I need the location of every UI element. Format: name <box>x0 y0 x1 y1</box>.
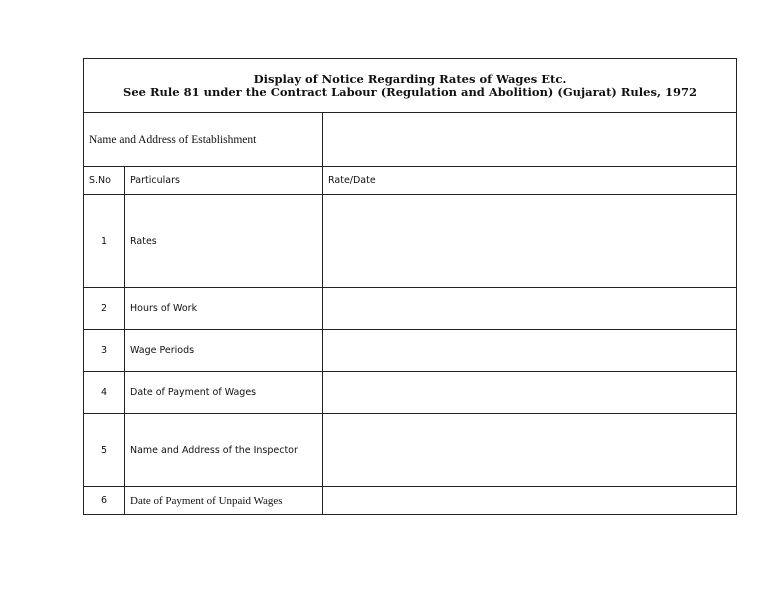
row-value[interactable] <box>323 195 737 288</box>
title-row <box>84 59 737 113</box>
row-particular: Date of Payment of Unpaid Wages <box>125 487 323 515</box>
wages-notice-table <box>83 58 737 515</box>
notice-title <box>84 59 737 113</box>
notice-title-line-2: See Rule 81 under the Contract Labour (Regulation and Abolition) (Gujarat) Rules, 1972 <box>123 84 697 99</box>
row-particular: Rates <box>125 195 323 288</box>
header-row <box>84 167 737 195</box>
rate-date-header: Rate/Date <box>323 167 737 195</box>
row-value[interactable] <box>323 288 737 330</box>
row-particular: Name and Address of the Inspector <box>125 414 323 487</box>
row-value[interactable] <box>323 414 737 487</box>
row-particular: Hours of Work <box>125 288 323 330</box>
row-particular: Date of Payment of Wages <box>125 372 323 414</box>
row-sno: 4 <box>84 372 125 414</box>
table-row <box>84 330 737 372</box>
table-row <box>84 195 737 288</box>
row-sno: 2 <box>84 288 125 330</box>
particulars-header: Particulars <box>125 167 323 195</box>
row-value[interactable] <box>323 487 737 515</box>
establishment-label: Name and Address of Establishment <box>84 113 323 167</box>
row-sno: 5 <box>84 414 125 487</box>
table-row <box>84 372 737 414</box>
row-sno: 3 <box>84 330 125 372</box>
row-sno: 6 <box>84 487 125 515</box>
row-value[interactable] <box>323 330 737 372</box>
row-value[interactable] <box>323 372 737 414</box>
sno-header: S.No <box>84 167 125 195</box>
table-row <box>84 487 737 515</box>
table-row <box>84 288 737 330</box>
row-sno: 1 <box>84 195 125 288</box>
notice-title-line-1: Display of Notice Regarding Rates of Wages Etc. <box>253 71 567 86</box>
establishment-row <box>84 113 737 167</box>
establishment-value[interactable] <box>323 113 737 167</box>
table-row <box>84 414 737 487</box>
row-particular: Wage Periods <box>125 330 323 372</box>
